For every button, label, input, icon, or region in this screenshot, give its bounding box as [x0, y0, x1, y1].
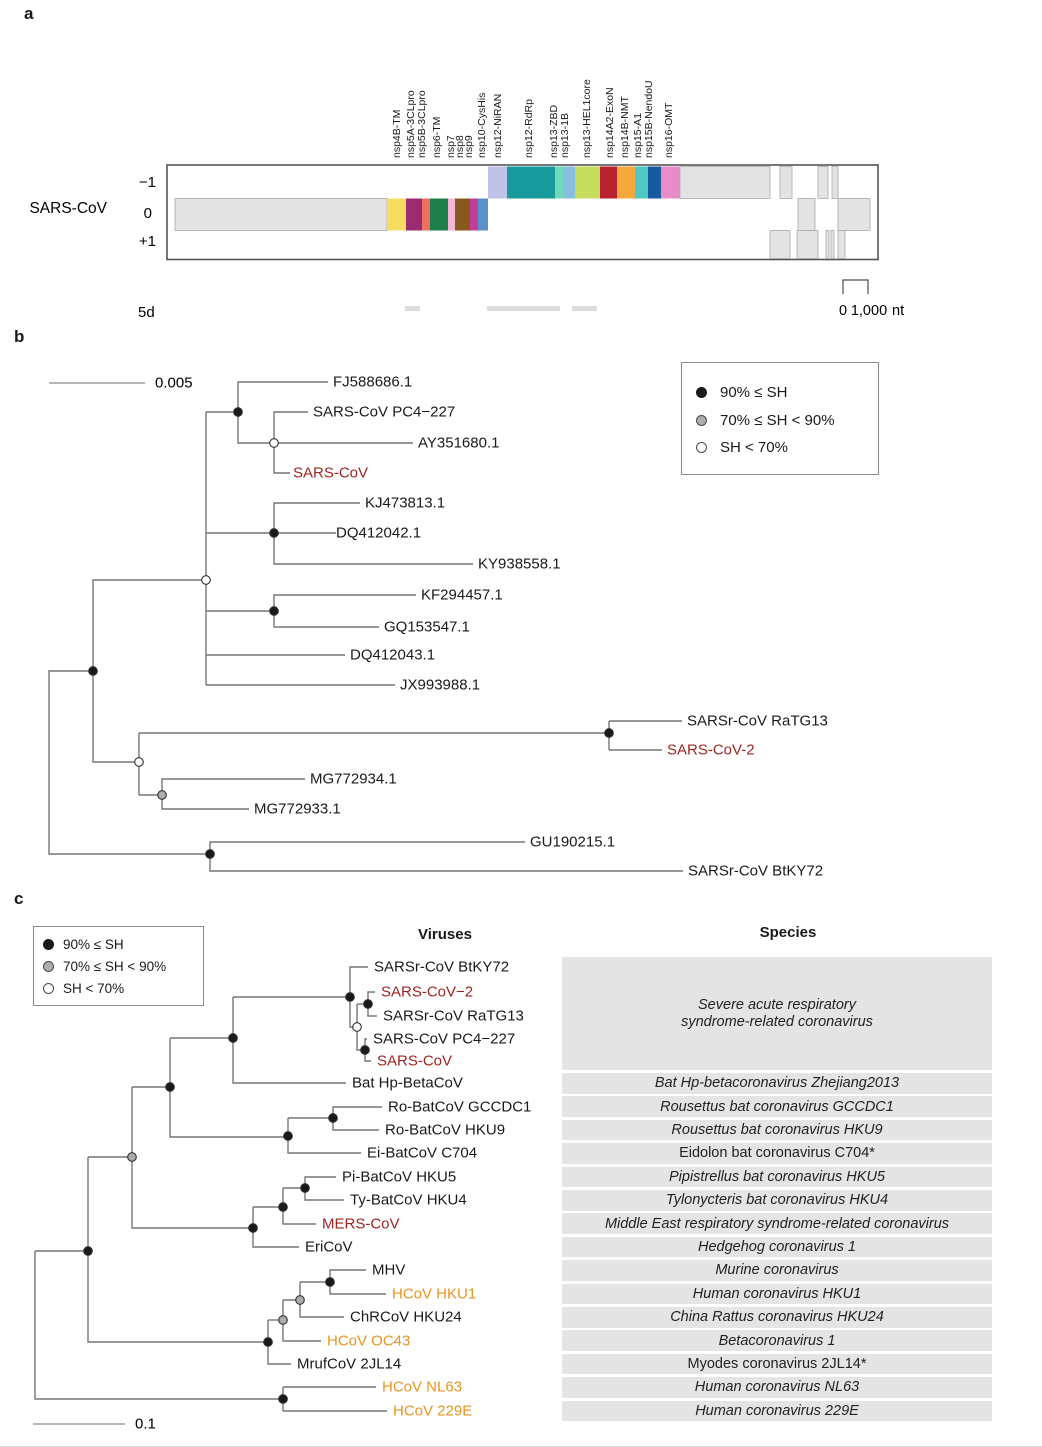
genome-block-nsp15-A1	[635, 167, 648, 199]
genome-block-gray	[780, 167, 792, 199]
legend-item-low	[682, 438, 878, 456]
gray-circle-icon	[43, 961, 54, 972]
support-node-high	[270, 607, 279, 616]
tip-label: JX993988.1	[400, 676, 481, 694]
tip-label: FJ588686.1	[333, 373, 413, 391]
tip-label-hcov: HCoV HKU1	[392, 1285, 477, 1303]
nt-scale-unit: nt	[892, 303, 905, 319]
nt-scale-value: 1,000	[850, 303, 888, 319]
species-row: Middle East respiratory syndrome-related coronavirus	[562, 1213, 992, 1234]
support-node-high	[84, 1247, 93, 1256]
support-node-mid	[296, 1296, 305, 1305]
domain-label: nsp5B-3CLpro	[416, 90, 428, 158]
support-node-low	[135, 758, 144, 767]
region-marker-dashes	[405, 306, 597, 311]
tip-label: Ei-BatCoV C704	[367, 1144, 478, 1162]
domain-label: nsp12-RdRp	[523, 99, 535, 158]
support-node-low	[270, 439, 279, 448]
region-marker	[487, 306, 560, 311]
species-row: Human coronavirus HKU1	[562, 1284, 992, 1305]
legend-label: SH < 70%	[720, 438, 788, 456]
tip-label-mers-cov: MERS-CoV	[322, 1215, 400, 1233]
species-column-header: Species	[759, 924, 817, 941]
genome-block-gray	[831, 231, 834, 259]
tip-label: SARSr-CoV BtKY72	[688, 862, 824, 880]
support-node-low	[202, 576, 211, 585]
genome-block-nsp13-1B	[563, 167, 575, 199]
tip-label: KJ473813.1	[365, 494, 446, 512]
tip-label: DQ412042.1	[336, 524, 422, 542]
species-row: Eidolon bat coronavirus C704*	[562, 1143, 992, 1164]
domain-label: nsp4B-TM	[391, 109, 403, 158]
support-node-high	[284, 1132, 293, 1141]
species-name-line1: Severe acute respiratory	[698, 996, 856, 1013]
tip-label: SARSr-CoV RaTG13	[687, 712, 828, 730]
legend-label: SH < 70%	[63, 980, 125, 996]
domain-label: nsp12-NiRAN	[492, 93, 504, 158]
figure-5d-label: 5d	[138, 304, 155, 321]
frame-label-minus1: −1	[138, 174, 156, 191]
frame-label-zero: 0	[143, 205, 152, 222]
genome-block-gray	[680, 167, 770, 199]
tip-label: DQ412043.1	[350, 646, 436, 664]
support-node-high	[264, 1338, 273, 1347]
panel-b-letter: b	[14, 327, 25, 346]
species-name-line2: syndrome-related coronavirus	[681, 1013, 873, 1030]
species-row-sarbecovirus	[562, 957, 992, 1070]
species-row: China Rattus coronavirus HKU24	[562, 1307, 992, 1328]
species-row: Human coronavirus 229E	[562, 1401, 992, 1422]
genome-block-nsp16-OMT	[661, 167, 680, 199]
support-node-low	[353, 1023, 362, 1032]
domain-label: nsp13-ZBD	[548, 104, 560, 158]
sh-support-legend-b	[681, 362, 879, 475]
legend-label: 70% ≤ SH < 90%	[63, 958, 167, 974]
domain-label: nsp7	[445, 135, 457, 158]
domain-label: nsp10-CysHis	[476, 92, 488, 158]
support-node-high	[229, 1034, 238, 1043]
support-node-high	[605, 729, 614, 738]
support-node-high	[279, 1203, 288, 1212]
genome-block-nsp15B-NendoU	[648, 167, 661, 199]
genome-row-zero	[175, 199, 870, 231]
genome-block-gray	[797, 231, 818, 259]
tip-label: MrufCoV 2JL14	[297, 1355, 402, 1373]
tip-label-hcov: HCoV OC43	[327, 1332, 411, 1350]
species-row: Hedgehog coronavirus 1	[562, 1237, 992, 1258]
tip-label-sars-cov-2: SARS-CoV−2	[381, 983, 474, 1001]
genome-block-nsp10-CysHis	[478, 199, 488, 231]
tip-label: MG772933.1	[254, 800, 341, 818]
nt-scale-zero: 0	[838, 303, 848, 319]
domain-label: nsp16-OMT	[663, 102, 675, 158]
tree-c-tip-labels	[297, 959, 531, 1420]
genome-row-minus1	[488, 167, 838, 199]
genome-block-nsp14B-NMT	[617, 167, 635, 199]
genome-block-gray	[826, 231, 829, 259]
species-row: Bat Hp-betacoronavirus Zhejiang2013	[562, 1073, 992, 1094]
support-node-high	[89, 667, 98, 676]
tip-label: ChRCoV HKU24	[350, 1308, 462, 1326]
tip-label: Bat Hp-BetaCoV	[352, 1074, 463, 1092]
legend-item-high	[682, 383, 878, 401]
genome-block-nsp5A-3CLpro	[406, 199, 422, 231]
tip-label-hcov: HCoV 229E	[393, 1402, 473, 1420]
tip-label-sars-cov: SARS-CoV	[293, 464, 369, 482]
support-node-high	[346, 993, 355, 1002]
species-row: Tylonycteris bat coronavirus HKU4	[562, 1190, 992, 1211]
genome-block-gray	[832, 167, 838, 199]
legend-item-mid	[34, 957, 203, 975]
domain-label: nsp14A2-ExoN	[604, 87, 616, 158]
tree-c-scale-label: 0.1	[135, 1415, 156, 1433]
support-node-mid	[279, 1316, 288, 1325]
tip-label: KF294457.1	[421, 586, 503, 604]
species-row: Murine coronavirus	[562, 1260, 992, 1281]
species-row: Rousettus bat coronavirus GCCDC1	[562, 1096, 992, 1117]
support-node-mid	[158, 791, 167, 800]
tip-label: SARS-CoV PC4−227	[373, 1030, 516, 1048]
domain-label: nsp5A-3CLpro	[405, 90, 417, 158]
tip-label: Pi-BatCoV HKU5	[342, 1168, 457, 1186]
support-node-high	[270, 529, 279, 538]
panel-c-letter: c	[14, 889, 24, 908]
legend-label: 90% ≤ SH	[63, 936, 124, 952]
legend-item-low	[34, 979, 203, 997]
genome-block-nsp14A2-ExoN	[600, 167, 617, 199]
genome-block-nsp13-HEL1core	[575, 167, 600, 199]
gray-circle-icon	[696, 415, 707, 426]
tip-label: GU190215.1	[530, 833, 616, 851]
genome-block-nsp5B-3CLpro	[422, 199, 430, 231]
open-circle-icon	[43, 983, 54, 994]
tip-label-sars-cov: SARS-CoV	[377, 1052, 453, 1070]
region-marker	[405, 306, 420, 311]
genome-block-gray	[838, 199, 870, 231]
open-circle-icon	[696, 442, 707, 453]
tip-label: MG772934.1	[310, 770, 397, 788]
genome-block-nsp12-RdRp	[507, 167, 555, 199]
support-node-high	[361, 1046, 370, 1055]
frame-label-plus1: +1	[138, 233, 156, 250]
tip-label: KY938558.1	[478, 555, 561, 573]
sh-support-legend-c	[33, 926, 204, 1006]
tip-label: Ro-BatCoV GCCDC1	[388, 1098, 532, 1116]
support-node-high	[249, 1224, 258, 1233]
legend-label: 90% ≤ SH	[720, 383, 788, 401]
genome-block-gray	[798, 199, 815, 231]
support-node-mid	[128, 1153, 137, 1162]
support-node-high	[301, 1184, 310, 1193]
support-node-high	[326, 1278, 335, 1287]
genome-block-nsp6-TM	[430, 199, 448, 231]
genome-block-gray	[838, 231, 845, 259]
domain-label: nsp14B-NMT	[619, 96, 631, 158]
legend-label: 70% ≤ SH < 90%	[720, 411, 835, 429]
nt-scale-bracket	[843, 280, 868, 294]
tip-label: SARSr-CoV BtKY72	[374, 958, 510, 976]
domain-label: nsp15-A1	[632, 113, 644, 158]
tip-label: GQ153547.1	[384, 618, 470, 636]
genome-domain-labels	[391, 79, 675, 158]
support-node-high	[166, 1083, 175, 1092]
species-row: Human coronavirus NL63	[562, 1377, 992, 1398]
support-node-high	[329, 1114, 338, 1123]
tree-c	[33, 959, 531, 1433]
tip-label-hcov: HCoV NL63	[382, 1378, 463, 1396]
support-node-high	[234, 408, 243, 417]
panel-a-letter: a	[24, 4, 34, 23]
domain-label: nsp15B-NendoU	[643, 80, 655, 158]
tip-label: MHV	[372, 1261, 406, 1279]
genome-map	[29, 79, 904, 321]
filled-circle-icon	[43, 939, 54, 950]
tip-label-sars-cov-2: SARS-CoV-2	[667, 741, 755, 759]
species-row: Rousettus bat coronavirus HKU9	[562, 1120, 992, 1141]
genome-block-gray	[818, 167, 828, 199]
support-node-high	[206, 850, 215, 859]
domain-label: nsp6-TM	[431, 116, 443, 158]
species-row: Myodes coronavirus 2JL14*	[562, 1354, 992, 1375]
domain-label: nsp13-1B	[559, 113, 571, 158]
support-node-high	[364, 1000, 373, 1009]
tip-label: SARSr-CoV RaTG13	[383, 1007, 524, 1025]
genome-row-plus1	[770, 231, 845, 259]
tip-label: Ty-BatCoV HKU4	[350, 1191, 467, 1209]
genome-block-nsp13-ZBD	[555, 167, 563, 199]
genome-block-nsp7	[448, 199, 455, 231]
genome-block-gray	[770, 231, 790, 259]
tip-label: EriCoV	[305, 1238, 353, 1256]
tip-label: SARS-CoV PC4−227	[313, 403, 456, 421]
region-marker	[572, 306, 597, 311]
genome-virus-label: SARS-CoV	[29, 200, 107, 217]
genome-block-nsp12-NiRAN	[488, 167, 507, 199]
domain-label: nsp8	[454, 135, 466, 158]
tree-b-branches	[49, 382, 683, 871]
filled-circle-icon	[696, 387, 707, 398]
genome-block-nsp8	[455, 199, 470, 231]
legend-item-high	[34, 935, 203, 953]
support-node-high	[279, 1395, 288, 1404]
genome-block-orf1a-gray	[175, 199, 387, 231]
tip-label: AY351680.1	[418, 434, 500, 452]
viruses-column-header: Viruses	[418, 926, 472, 943]
domain-label: nsp13-HEL1core	[581, 79, 593, 158]
genome-block-nsp4B-TM	[387, 199, 406, 231]
genome-block-nsp9	[470, 199, 478, 231]
tip-label: Ro-BatCoV HKU9	[385, 1121, 506, 1139]
tree-b-scale-label: 0.005	[155, 374, 193, 392]
domain-label: nsp9	[463, 135, 475, 158]
legend-item-mid	[682, 411, 878, 429]
species-row: Betacoronavirus 1	[562, 1330, 992, 1351]
species-row: Pipistrellus bat coronavirus HKU5	[562, 1167, 992, 1188]
